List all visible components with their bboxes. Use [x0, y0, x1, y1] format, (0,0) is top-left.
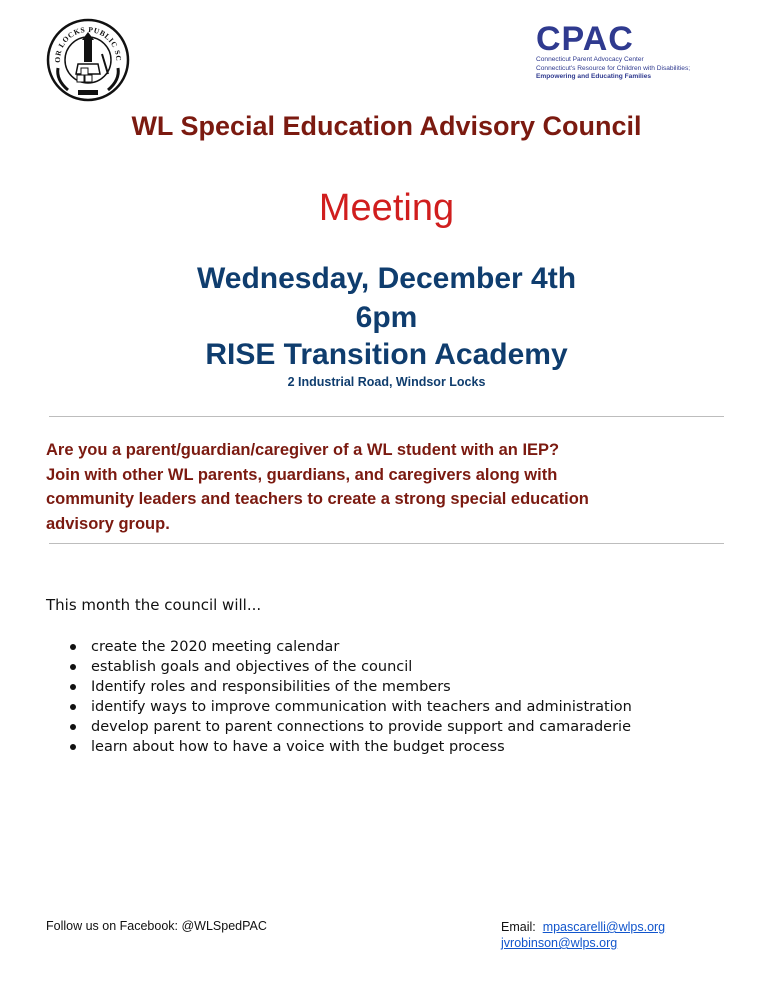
- bullet-icon: [70, 664, 76, 670]
- page-title: WL Special Education Advisory Council: [131, 111, 642, 141]
- facebook-handle: Follow us on Facebook: @WLSpedPAC: [46, 919, 267, 933]
- bullet-icon: [70, 644, 76, 650]
- list-item-text: Identify roles and responsibilities of the members: [91, 679, 451, 695]
- cpac-tagline-1: Connecticut Parent Advocacy Center: [536, 56, 644, 63]
- bullet-icon: [70, 684, 76, 690]
- list-item: [46, 637, 746, 657]
- list-item: [46, 737, 746, 757]
- email-link-jvrobinson[interactable]: jvrobinson@wlps.org: [501, 936, 618, 950]
- list-item-text: establish goals and objectives of the council: [91, 659, 413, 675]
- email-link-mpascarelli[interactable]: mpascarelli@wlps.org: [542, 920, 666, 934]
- agenda-heading: This month the council will...: [46, 596, 262, 614]
- intro-line: Join with other WL parents, guardians, and caregivers along with: [46, 465, 558, 484]
- bullet-icon: [70, 724, 76, 730]
- event-type: Meeting: [318, 187, 455, 229]
- school-seal-icon: [46, 18, 130, 102]
- seal-text: OR LOCKS PUBLIC SC: [52, 24, 124, 63]
- divider: [49, 416, 724, 417]
- event-venue: RISE Transition Academy: [205, 338, 568, 371]
- intro-line: community leaders and teachers to create a strong special education: [46, 490, 589, 508]
- agenda-list: [46, 637, 746, 757]
- email-block: [501, 919, 665, 951]
- list-item-text: identify ways to improve communication with teachers and administration: [91, 699, 632, 715]
- cpac-wordmark: CPAC: [536, 20, 634, 58]
- email-label: Email:: [501, 920, 536, 934]
- cpac-tagline-3: Empowering and Educating Families: [536, 73, 652, 80]
- list-item-text: create the 2020 meeting calendar: [91, 639, 340, 655]
- bullet-icon: [70, 704, 76, 710]
- list-item: [46, 677, 746, 697]
- list-item-text: learn about how to have a voice with the budget process: [91, 739, 505, 755]
- list-item-text: develop parent to parent connections to provide support and camaraderie: [91, 719, 631, 735]
- bullet-icon: [70, 744, 76, 750]
- event-time: 6pm: [355, 301, 418, 334]
- intro-line: advisory group.: [46, 514, 170, 533]
- cpac-tagline-2: Connecticut's Resource for Children with Disabilities;: [536, 64, 691, 72]
- divider: [49, 543, 724, 544]
- cpac-logo-icon: [536, 22, 736, 92]
- list-item: [46, 717, 746, 737]
- event-address: 2 Industrial Road, Windsor Locks: [287, 375, 486, 389]
- intro-paragraph: [46, 438, 736, 536]
- list-item: [46, 657, 746, 677]
- intro-line: Are you a parent/guardian/caregiver of a WL student with an IEP?: [46, 441, 560, 459]
- event-date: Wednesday, December 4th: [196, 262, 577, 295]
- list-item: [46, 697, 746, 717]
